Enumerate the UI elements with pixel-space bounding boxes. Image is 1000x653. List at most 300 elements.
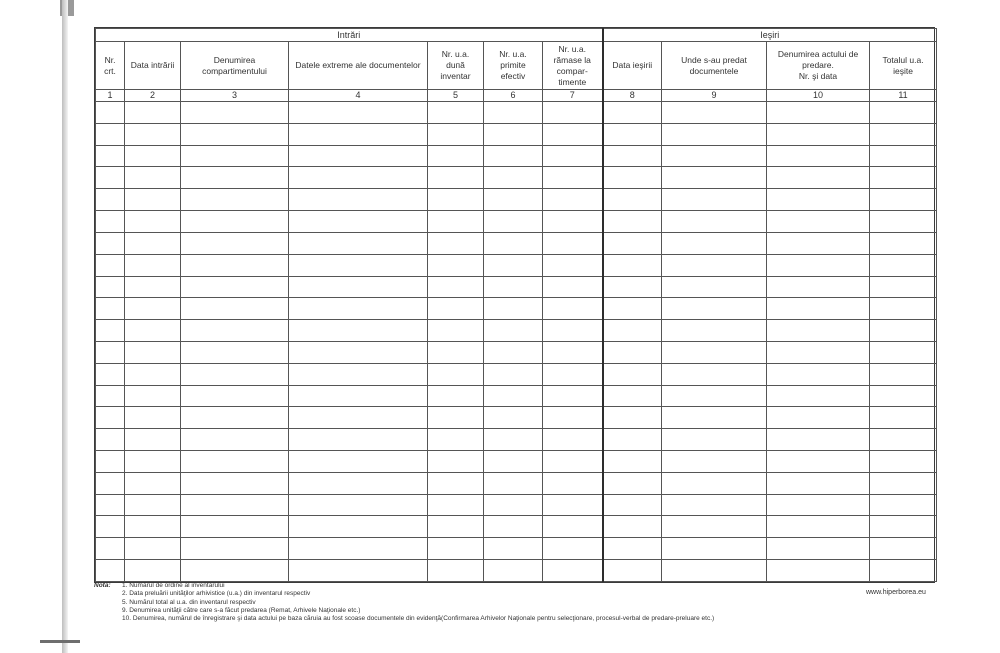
- table-cell[interactable]: [181, 429, 289, 451]
- table-row: [96, 145, 937, 167]
- table-cell[interactable]: [543, 254, 603, 276]
- table-cell[interactable]: [428, 123, 484, 145]
- table-cell[interactable]: [484, 123, 543, 145]
- table-cell[interactable]: [543, 429, 603, 451]
- table-cell[interactable]: [428, 276, 484, 298]
- table-cell[interactable]: [870, 451, 937, 473]
- column-header-11: Totalul u.a. ieşite: [870, 42, 937, 90]
- column-number-5: 5: [428, 90, 484, 102]
- table-cell[interactable]: [289, 341, 428, 363]
- table-cell[interactable]: [484, 189, 543, 211]
- table-cell[interactable]: [484, 385, 543, 407]
- table-cell[interactable]: [870, 472, 937, 494]
- table-cell[interactable]: [96, 429, 125, 451]
- table-row: [96, 167, 937, 189]
- table-cell[interactable]: [603, 363, 662, 385]
- table-cell[interactable]: [484, 102, 543, 124]
- table-cell[interactable]: [484, 451, 543, 473]
- table-row: [96, 451, 937, 473]
- table-cell[interactable]: [428, 341, 484, 363]
- table-cell[interactable]: [603, 232, 662, 254]
- table-cell[interactable]: [543, 123, 603, 145]
- table-cell[interactable]: [767, 429, 870, 451]
- table-row: [96, 232, 937, 254]
- table-cell[interactable]: [96, 298, 125, 320]
- table-cell[interactable]: [484, 407, 543, 429]
- table-cell[interactable]: [289, 516, 428, 538]
- table-cell[interactable]: [767, 494, 870, 516]
- table-cell[interactable]: [662, 451, 767, 473]
- table-cell[interactable]: [96, 341, 125, 363]
- table-row: [96, 516, 937, 538]
- table-cell[interactable]: [181, 516, 289, 538]
- table-cell[interactable]: [662, 363, 767, 385]
- table-cell[interactable]: [603, 320, 662, 342]
- table-cell[interactable]: [428, 407, 484, 429]
- table-cell[interactable]: [662, 102, 767, 124]
- table-cell[interactable]: [767, 123, 870, 145]
- table-cell[interactable]: [181, 189, 289, 211]
- table-cell[interactable]: [767, 538, 870, 560]
- table-cell[interactable]: [181, 407, 289, 429]
- table-cell[interactable]: [543, 341, 603, 363]
- table-cell[interactable]: [125, 145, 181, 167]
- table-cell[interactable]: [603, 298, 662, 320]
- table-cell[interactable]: [767, 560, 870, 582]
- table-cell[interactable]: [96, 407, 125, 429]
- table-cell[interactable]: [181, 341, 289, 363]
- table-cell[interactable]: [662, 254, 767, 276]
- table-cell[interactable]: [181, 451, 289, 473]
- table-row: [96, 298, 937, 320]
- table-cell[interactable]: [125, 276, 181, 298]
- table-cell[interactable]: [484, 538, 543, 560]
- table-cell[interactable]: [870, 145, 937, 167]
- table-cell[interactable]: [289, 102, 428, 124]
- table-cell[interactable]: [767, 167, 870, 189]
- table-cell[interactable]: [870, 429, 937, 451]
- table-cell[interactable]: [289, 363, 428, 385]
- table-cell[interactable]: [543, 538, 603, 560]
- table-cell[interactable]: [484, 298, 543, 320]
- table-cell[interactable]: [428, 102, 484, 124]
- column-header-3: Denumirea compartimentului: [181, 42, 289, 90]
- table-cell[interactable]: [543, 211, 603, 233]
- table-row: [96, 102, 937, 124]
- table-cell[interactable]: [125, 494, 181, 516]
- table-cell[interactable]: [125, 429, 181, 451]
- table-cell[interactable]: [543, 145, 603, 167]
- table-row: [96, 123, 937, 145]
- table-cell[interactable]: [96, 538, 125, 560]
- table-cell[interactable]: [543, 232, 603, 254]
- register-table: [95, 28, 937, 582]
- note-item: 2. Data preluării unităţilor arhivistice (u.a.) din inventarul respectiv: [122, 590, 311, 598]
- table-cell[interactable]: [870, 232, 937, 254]
- table-cell[interactable]: [543, 189, 603, 211]
- table-cell[interactable]: [125, 363, 181, 385]
- table-cell[interactable]: [484, 516, 543, 538]
- table-cell[interactable]: [428, 538, 484, 560]
- group-header-exits: Ieşiri: [603, 29, 937, 42]
- table-cell[interactable]: [603, 516, 662, 538]
- table-cell[interactable]: [603, 429, 662, 451]
- column-header-10: Denumirea actului de predare. Nr. şi data: [767, 42, 870, 90]
- table-cell[interactable]: [543, 167, 603, 189]
- table-cell[interactable]: [181, 560, 289, 582]
- table-cell[interactable]: [603, 102, 662, 124]
- table-cell[interactable]: [767, 407, 870, 429]
- column-header-2: Data intrării: [125, 42, 181, 90]
- table-cell[interactable]: [181, 320, 289, 342]
- table-cell[interactable]: [181, 232, 289, 254]
- table-cell[interactable]: [428, 232, 484, 254]
- column-header-1: Nr. crt.: [96, 42, 125, 90]
- table-cell[interactable]: [662, 538, 767, 560]
- table-cell[interactable]: [289, 385, 428, 407]
- table-cell[interactable]: [870, 341, 937, 363]
- table-cell[interactable]: [125, 211, 181, 233]
- table-cell[interactable]: [428, 211, 484, 233]
- table-cell[interactable]: [428, 429, 484, 451]
- table-cell[interactable]: [289, 407, 428, 429]
- table-cell[interactable]: [96, 102, 125, 124]
- column-header-5: Nr. u.a. duпă inventar: [428, 42, 484, 90]
- table-cell[interactable]: [870, 538, 937, 560]
- table-cell[interactable]: [96, 211, 125, 233]
- table-cell[interactable]: [181, 123, 289, 145]
- table-cell[interactable]: [428, 298, 484, 320]
- table-cell[interactable]: [484, 494, 543, 516]
- table-cell[interactable]: [289, 320, 428, 342]
- table-cell[interactable]: [96, 254, 125, 276]
- table-cell[interactable]: [767, 102, 870, 124]
- table-cell[interactable]: [125, 232, 181, 254]
- table-cell[interactable]: [428, 516, 484, 538]
- table-cell[interactable]: [603, 407, 662, 429]
- scan-shadow-bottom: [40, 640, 80, 643]
- table-cell[interactable]: [767, 363, 870, 385]
- table-cell[interactable]: [428, 494, 484, 516]
- table-cell[interactable]: [428, 167, 484, 189]
- table-cell[interactable]: [125, 451, 181, 473]
- table-cell[interactable]: [603, 560, 662, 582]
- table-cell[interactable]: [289, 189, 428, 211]
- table-cell[interactable]: [543, 494, 603, 516]
- table-cell[interactable]: [181, 145, 289, 167]
- table-cell[interactable]: [428, 385, 484, 407]
- table-cell[interactable]: [125, 538, 181, 560]
- table-cell[interactable]: [289, 254, 428, 276]
- table-cell[interactable]: [603, 451, 662, 473]
- table-cell[interactable]: [181, 254, 289, 276]
- table-cell[interactable]: [662, 276, 767, 298]
- table-cell[interactable]: [181, 167, 289, 189]
- table-cell[interactable]: [428, 451, 484, 473]
- table-cell[interactable]: [767, 385, 870, 407]
- table-cell[interactable]: [289, 298, 428, 320]
- table-cell[interactable]: [870, 363, 937, 385]
- table-cell[interactable]: [289, 145, 428, 167]
- scan-binding-edge: [62, 0, 68, 653]
- table-cell[interactable]: [125, 298, 181, 320]
- table-cell[interactable]: [125, 407, 181, 429]
- table-cell[interactable]: [603, 472, 662, 494]
- table-cell[interactable]: [870, 189, 937, 211]
- column-number-8: 8: [603, 90, 662, 102]
- table-row: [96, 254, 937, 276]
- table-cell[interactable]: [543, 102, 603, 124]
- table-cell[interactable]: [662, 494, 767, 516]
- table-row: [96, 494, 937, 516]
- table-cell[interactable]: [289, 429, 428, 451]
- table-cell[interactable]: [181, 211, 289, 233]
- table-cell[interactable]: [870, 516, 937, 538]
- table-cell[interactable]: [543, 560, 603, 582]
- table-row: [96, 385, 937, 407]
- table-cell[interactable]: [767, 341, 870, 363]
- table-cell[interactable]: [96, 123, 125, 145]
- table-cell[interactable]: [543, 472, 603, 494]
- table-cell[interactable]: [181, 472, 289, 494]
- table-cell[interactable]: [428, 560, 484, 582]
- table-cell[interactable]: [484, 211, 543, 233]
- note-item: 1. Numărul de ordine al inventarului: [122, 582, 225, 589]
- table-cell[interactable]: [289, 494, 428, 516]
- note-item: 5. Numărul total al u.a. din inventarul respectiv: [122, 598, 256, 606]
- table-cell[interactable]: [870, 276, 937, 298]
- table-cell[interactable]: [870, 385, 937, 407]
- table-cell[interactable]: [96, 560, 125, 582]
- table-row: [96, 341, 937, 363]
- table-cell[interactable]: [428, 472, 484, 494]
- table-cell[interactable]: [181, 538, 289, 560]
- table-cell[interactable]: [125, 320, 181, 342]
- table-cell[interactable]: [870, 560, 937, 582]
- table-cell[interactable]: [484, 320, 543, 342]
- table-cell[interactable]: [870, 102, 937, 124]
- table-cell[interactable]: [484, 254, 543, 276]
- table-cell[interactable]: [484, 167, 543, 189]
- table-cell[interactable]: [603, 385, 662, 407]
- table-cell[interactable]: [96, 167, 125, 189]
- column-header-9: Unde s-au predat documentele: [662, 42, 767, 90]
- table-cell[interactable]: [603, 341, 662, 363]
- table-cell[interactable]: [662, 167, 767, 189]
- table-cell[interactable]: [125, 189, 181, 211]
- table-cell[interactable]: [543, 516, 603, 538]
- table-cell[interactable]: [543, 385, 603, 407]
- table-cell[interactable]: [181, 102, 289, 124]
- table-cell[interactable]: [484, 363, 543, 385]
- table-row: [96, 276, 937, 298]
- table-cell[interactable]: [767, 516, 870, 538]
- notes-list: [122, 582, 714, 623]
- table-cell[interactable]: [96, 516, 125, 538]
- table-cell[interactable]: [870, 211, 937, 233]
- table-cell[interactable]: [125, 385, 181, 407]
- table-cell[interactable]: [767, 189, 870, 211]
- table-cell[interactable]: [662, 516, 767, 538]
- table-cell[interactable]: [181, 494, 289, 516]
- column-number-6: 6: [484, 90, 543, 102]
- table-cell[interactable]: [603, 538, 662, 560]
- table-cell[interactable]: [767, 254, 870, 276]
- table-row: [96, 538, 937, 560]
- table-cell[interactable]: [870, 167, 937, 189]
- table-cell[interactable]: [484, 341, 543, 363]
- table-cell[interactable]: [96, 451, 125, 473]
- table-cell[interactable]: [428, 189, 484, 211]
- table-cell[interactable]: [428, 254, 484, 276]
- table-cell[interactable]: [125, 341, 181, 363]
- table-cell[interactable]: [289, 123, 428, 145]
- table-cell[interactable]: [662, 298, 767, 320]
- table-cell[interactable]: [662, 211, 767, 233]
- table-cell[interactable]: [96, 494, 125, 516]
- table-cell[interactable]: [662, 385, 767, 407]
- table-cell[interactable]: [289, 472, 428, 494]
- table-cell[interactable]: [428, 145, 484, 167]
- table-cell[interactable]: [289, 211, 428, 233]
- column-header-4: Datele extreme ale documentelor: [289, 42, 428, 90]
- table-cell[interactable]: [870, 320, 937, 342]
- group-header-entries: Intrări: [96, 29, 603, 42]
- table-cell[interactable]: [125, 167, 181, 189]
- website-url: www.hiperborea.eu: [866, 589, 926, 596]
- table-cell[interactable]: [870, 298, 937, 320]
- table-cell[interactable]: [543, 451, 603, 473]
- table-cell[interactable]: [603, 167, 662, 189]
- column-number-2: 2: [125, 90, 181, 102]
- table-cell[interactable]: [662, 407, 767, 429]
- table-row: [96, 429, 937, 451]
- table-cell[interactable]: [181, 363, 289, 385]
- table-cell[interactable]: [662, 560, 767, 582]
- table-cell[interactable]: [96, 232, 125, 254]
- table-cell[interactable]: [289, 167, 428, 189]
- table-cell[interactable]: [543, 407, 603, 429]
- table-row: [96, 320, 937, 342]
- table-row: [96, 363, 937, 385]
- table-cell[interactable]: [662, 320, 767, 342]
- table-cell[interactable]: [125, 516, 181, 538]
- table-row: [96, 407, 937, 429]
- table-cell[interactable]: [767, 451, 870, 473]
- column-number-7: 7: [543, 90, 603, 102]
- table-cell[interactable]: [96, 320, 125, 342]
- table-cell[interactable]: [662, 341, 767, 363]
- table-row: [96, 211, 937, 233]
- table-cell[interactable]: [543, 363, 603, 385]
- column-header-7: Nr. u.a. rămase la compar- timente: [543, 42, 603, 90]
- table-cell[interactable]: [870, 254, 937, 276]
- table-cell[interactable]: [603, 254, 662, 276]
- table-cell[interactable]: [662, 189, 767, 211]
- table-cell[interactable]: [181, 385, 289, 407]
- table-cell[interactable]: [662, 232, 767, 254]
- table-cell[interactable]: [289, 538, 428, 560]
- table-cell[interactable]: [484, 145, 543, 167]
- table-row: [96, 472, 937, 494]
- table-cell[interactable]: [484, 472, 543, 494]
- table-cell[interactable]: [484, 232, 543, 254]
- table-cell[interactable]: [870, 494, 937, 516]
- table-cell[interactable]: [96, 145, 125, 167]
- column-number-3: 3: [181, 90, 289, 102]
- table-cell[interactable]: [662, 123, 767, 145]
- table-cell[interactable]: [767, 145, 870, 167]
- table-cell[interactable]: [603, 494, 662, 516]
- table-cell[interactable]: [767, 320, 870, 342]
- table-cell[interactable]: [767, 472, 870, 494]
- table-cell[interactable]: [96, 472, 125, 494]
- table-cell[interactable]: [603, 276, 662, 298]
- table-cell[interactable]: [603, 123, 662, 145]
- note-item: 9. Denumirea unităţii către care s-a făcut predarea (Remat, Arhivele Naţionale etc.): [122, 606, 361, 614]
- column-number-1: 1: [96, 90, 125, 102]
- column-number-11: 11: [870, 90, 937, 102]
- table-cell[interactable]: [543, 276, 603, 298]
- table-cell[interactable]: [125, 254, 181, 276]
- table-cell[interactable]: [96, 276, 125, 298]
- table-cell[interactable]: [181, 298, 289, 320]
- table-cell[interactable]: [662, 429, 767, 451]
- table-cell[interactable]: [767, 232, 870, 254]
- table-cell[interactable]: [767, 276, 870, 298]
- note-item: 10. Denumirea, numărul de înregistrare şi data actului pe baza căruia au fost scoase documentele din evidenţă(Confirmarea Arhivelor Naţionale pentru selecţionare, procesul-verbal de predare-preluare etc.): [122, 615, 715, 623]
- register-form: [94, 27, 935, 583]
- table-cell[interactable]: [96, 385, 125, 407]
- table-cell[interactable]: [870, 123, 937, 145]
- table-row: [96, 189, 937, 211]
- notes-label: Notă:: [94, 582, 111, 589]
- column-number-9: 9: [662, 90, 767, 102]
- table-cell[interactable]: [662, 145, 767, 167]
- table-cell[interactable]: [125, 560, 181, 582]
- table-cell[interactable]: [870, 407, 937, 429]
- table-cell[interactable]: [543, 298, 603, 320]
- table-cell[interactable]: [289, 560, 428, 582]
- column-number-10: 10: [767, 90, 870, 102]
- table-cell[interactable]: [484, 276, 543, 298]
- table-cell[interactable]: [603, 189, 662, 211]
- table-cell[interactable]: [96, 363, 125, 385]
- column-header-6: Nr. u.a. primite efectiv: [484, 42, 543, 90]
- table-cell[interactable]: [603, 211, 662, 233]
- table-cell[interactable]: [125, 123, 181, 145]
- table-cell[interactable]: [181, 276, 289, 298]
- table-cell[interactable]: [96, 189, 125, 211]
- table-cell[interactable]: [289, 276, 428, 298]
- table-cell[interactable]: [289, 232, 428, 254]
- table-cell[interactable]: [125, 472, 181, 494]
- table-cell[interactable]: [543, 320, 603, 342]
- table-cell[interactable]: [767, 211, 870, 233]
- table-row: [96, 560, 937, 582]
- column-header-8: Data ieşirii: [603, 42, 662, 90]
- table-cell[interactable]: [428, 363, 484, 385]
- table-cell[interactable]: [125, 102, 181, 124]
- table-cell[interactable]: [484, 429, 543, 451]
- table-cell[interactable]: [767, 298, 870, 320]
- table-cell[interactable]: [428, 320, 484, 342]
- table-cell[interactable]: [289, 451, 428, 473]
- column-number-4: 4: [289, 90, 428, 102]
- table-cell[interactable]: [662, 472, 767, 494]
- table-cell[interactable]: [603, 145, 662, 167]
- table-cell[interactable]: [484, 560, 543, 582]
